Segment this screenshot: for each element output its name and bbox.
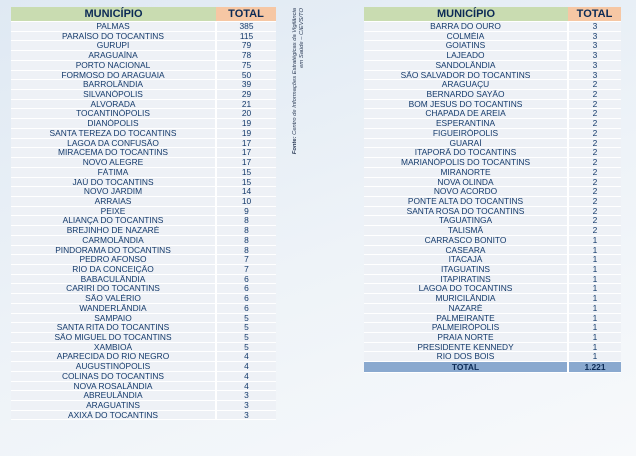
total-cell: 3 xyxy=(568,41,621,51)
municipio-cell: SÃO VALÉRIO xyxy=(11,294,216,304)
municipio-cell: BOM JESUS DO TOCANTINS xyxy=(364,99,568,109)
table-row xyxy=(364,323,621,333)
header-total: TOTAL xyxy=(216,7,276,22)
total-cell: 1 xyxy=(568,313,621,323)
total-cell: 2 xyxy=(568,80,621,90)
table-row xyxy=(364,99,621,109)
municipio-cell: NOVO JARDIM xyxy=(11,187,216,197)
municipio-cell: NOVA ROSALÂNDIA xyxy=(11,381,216,391)
total-cell: 4 xyxy=(216,371,276,381)
municipio-cell: JAÚ DO TOCANTINS xyxy=(11,177,216,187)
table-row xyxy=(11,119,276,129)
municipio-cell: BREJINHO DE NAZARÉ xyxy=(11,226,216,236)
municipio-cell: ALVORADA xyxy=(11,99,216,109)
municipio-cell: ITAGUATINS xyxy=(364,264,568,274)
table-row xyxy=(11,51,276,61)
total-label: TOTAL xyxy=(364,362,568,373)
table-row xyxy=(364,60,621,70)
municipio-cell: PALMAS xyxy=(11,22,216,32)
total-cell: 2 xyxy=(568,148,621,158)
municipio-cell: PRAIA NORTE xyxy=(364,333,568,343)
total-cell: 5 xyxy=(216,323,276,333)
table-row xyxy=(364,303,621,313)
municipio-cell: BERNARDO SAYÃO xyxy=(364,90,568,100)
total-cell: 8 xyxy=(216,245,276,255)
municipio-cell: RIO DOS BOIS xyxy=(364,352,568,362)
total-cell: 2 xyxy=(568,206,621,216)
total-cell: 1 xyxy=(568,323,621,333)
table-row xyxy=(364,128,621,138)
total-cell: 15 xyxy=(216,177,276,187)
table-body xyxy=(364,22,621,362)
municipio-cell: ITACAJÁ xyxy=(364,255,568,265)
municipio-cell: PEIXE xyxy=(11,206,216,216)
table-row xyxy=(11,70,276,80)
total-cell: 2 xyxy=(568,99,621,109)
municipio-cell: TOCANTINÓPOLIS xyxy=(11,109,216,119)
municipio-cell: PRESIDENTE KENNEDY xyxy=(364,342,568,352)
municipio-cell: SANDOLÂNDIA xyxy=(364,60,568,70)
municipio-cell: WANDERLÂNDIA xyxy=(11,303,216,313)
table-row xyxy=(11,381,276,391)
total-cell: 2 xyxy=(568,119,621,129)
table-row xyxy=(11,294,276,304)
table-row xyxy=(11,80,276,90)
table-header-row xyxy=(11,7,276,22)
municipio-cell: GOIATINS xyxy=(364,41,568,51)
total-cell: 6 xyxy=(216,284,276,294)
total-cell: 1 xyxy=(568,235,621,245)
municipio-cell: ITAPIRATINS xyxy=(364,274,568,284)
municipality-table-right xyxy=(364,7,621,373)
header-municipio: MUNICÍPIO xyxy=(364,7,568,22)
total-cell: 3 xyxy=(568,60,621,70)
table-row xyxy=(11,22,276,32)
table-row xyxy=(364,196,621,206)
total-cell: 6 xyxy=(216,274,276,284)
table-row xyxy=(364,148,621,158)
total-row xyxy=(364,362,621,373)
municipio-cell: PALMEIRANTE xyxy=(364,313,568,323)
municipio-cell: SANTA ROSA DO TOCANTINS xyxy=(364,206,568,216)
total-cell: 6 xyxy=(216,294,276,304)
table-row xyxy=(364,264,621,274)
table-row xyxy=(364,51,621,61)
total-cell: 4 xyxy=(216,381,276,391)
municipio-cell: TALISMÃ xyxy=(364,226,568,236)
total-cell: 10 xyxy=(216,196,276,206)
total-cell: 385 xyxy=(216,22,276,32)
total-cell: 1 xyxy=(568,245,621,255)
municipio-cell: ARRAIAS xyxy=(11,196,216,206)
table-row xyxy=(11,323,276,333)
municipio-cell: CARMOLÂNDIA xyxy=(11,235,216,245)
municipio-cell: NOVA OLINDA xyxy=(364,177,568,187)
total-cell: 1 xyxy=(568,342,621,352)
table-row xyxy=(11,313,276,323)
total-cell: 29 xyxy=(216,90,276,100)
municipio-cell: PONTE ALTA DO TOCANTINS xyxy=(364,196,568,206)
municipio-cell: ARAGUAÍNA xyxy=(11,51,216,61)
table-row xyxy=(11,167,276,177)
table-row xyxy=(364,177,621,187)
municipio-cell: COLINAS DO TOCANTINS xyxy=(11,371,216,381)
municipio-cell: COLMÉIA xyxy=(364,31,568,41)
total-cell: 1 xyxy=(568,294,621,304)
municipio-cell: BARROLÂNDIA xyxy=(11,80,216,90)
table-row xyxy=(11,371,276,381)
municipality-table-left xyxy=(11,7,276,420)
total-cell: 4 xyxy=(216,362,276,372)
total-cell: 14 xyxy=(216,187,276,197)
table-row xyxy=(364,284,621,294)
total-cell: 2 xyxy=(568,167,621,177)
table-row xyxy=(364,167,621,177)
table-row xyxy=(11,60,276,70)
total-cell: 8 xyxy=(216,235,276,245)
table-row xyxy=(11,303,276,313)
municipio-cell: LAGOA DA CONFUSÃO xyxy=(11,138,216,148)
municipio-cell: PEDRO AFONSO xyxy=(11,255,216,265)
total-cell: 75 xyxy=(216,60,276,70)
municipio-cell: CARRASCO BONITO xyxy=(364,235,568,245)
table-row xyxy=(11,235,276,245)
total-cell: 8 xyxy=(216,226,276,236)
table-header-row xyxy=(364,7,621,22)
table-row xyxy=(364,158,621,168)
table-row xyxy=(11,401,276,411)
total-cell: 2 xyxy=(568,158,621,168)
total-cell: 1 xyxy=(568,274,621,284)
municipio-cell: MIRANORTE xyxy=(364,167,568,177)
total-cell: 7 xyxy=(216,264,276,274)
municipio-cell: AUGUSTINÓPOLIS xyxy=(11,362,216,372)
municipio-cell: MURICILÂNDIA xyxy=(364,294,568,304)
table-row xyxy=(11,255,276,265)
source-description: Centro de Informações Estratégicas da Vigilância em Saúde – CIEVS/TO xyxy=(292,8,305,135)
total-cell: 7 xyxy=(216,255,276,265)
municipio-cell: ITAPORÃ DO TOCANTINS xyxy=(364,148,568,158)
total-cell: 17 xyxy=(216,138,276,148)
total-cell: 15 xyxy=(216,167,276,177)
table-row xyxy=(364,187,621,197)
header-total: TOTAL xyxy=(568,7,621,22)
source-text xyxy=(292,8,305,158)
table-row xyxy=(364,109,621,119)
total-cell: 3 xyxy=(216,410,276,420)
total-cell: 5 xyxy=(216,342,276,352)
total-cell: 2 xyxy=(568,128,621,138)
municipio-cell: SILVANÓPOLIS xyxy=(11,90,216,100)
table-row xyxy=(11,90,276,100)
header-municipio: MUNICÍPIO xyxy=(11,7,216,22)
municipio-cell: LAJEADO xyxy=(364,51,568,61)
total-cell: 17 xyxy=(216,158,276,168)
total-value: 1.221 xyxy=(568,362,621,373)
table-body xyxy=(11,22,276,420)
total-cell: 115 xyxy=(216,31,276,41)
total-cell: 39 xyxy=(216,80,276,90)
table-row xyxy=(11,109,276,119)
table-row xyxy=(11,391,276,401)
table-row xyxy=(364,206,621,216)
total-cell: 1 xyxy=(568,303,621,313)
table-row xyxy=(364,80,621,90)
municipio-cell: CASEARA xyxy=(364,245,568,255)
total-cell: 6 xyxy=(216,303,276,313)
total-cell: 50 xyxy=(216,70,276,80)
table-row xyxy=(11,216,276,226)
total-cell: 3 xyxy=(568,51,621,61)
total-cell: 3 xyxy=(568,22,621,32)
municipio-cell: LAGOA DO TOCANTINS xyxy=(364,284,568,294)
total-cell: 2 xyxy=(568,187,621,197)
total-cell: 1 xyxy=(568,284,621,294)
municipio-cell: PINDORAMA DO TOCANTINS xyxy=(11,245,216,255)
total-cell: 19 xyxy=(216,128,276,138)
source-label: Fonte: xyxy=(292,136,298,155)
table-row xyxy=(11,177,276,187)
municipio-cell: FÁTIMA xyxy=(11,167,216,177)
municipio-cell: ALIANÇA DO TOCANTINS xyxy=(11,216,216,226)
table-row xyxy=(11,41,276,51)
total-cell: 78 xyxy=(216,51,276,61)
total-cell: 3 xyxy=(216,401,276,411)
table-row xyxy=(364,138,621,148)
municipio-cell: DIANÓPOLIS xyxy=(11,119,216,129)
table-row xyxy=(11,245,276,255)
table-row xyxy=(364,245,621,255)
total-cell: 5 xyxy=(216,313,276,323)
municipio-cell: PALMEIRÓPOLIS xyxy=(364,323,568,333)
table-row xyxy=(11,31,276,41)
municipio-cell: SÃO SALVADOR DO TOCANTINS xyxy=(364,70,568,80)
table-row xyxy=(364,31,621,41)
municipio-cell: SANTA TEREZA DO TOCANTINS xyxy=(11,128,216,138)
table-row xyxy=(11,99,276,109)
total-cell: 3 xyxy=(216,391,276,401)
municipio-cell: MARIANÓPOLIS DO TOCANTINS xyxy=(364,158,568,168)
municipio-cell: ARAGUATINS xyxy=(11,401,216,411)
total-cell: 2 xyxy=(568,226,621,236)
total-cell: 2 xyxy=(568,90,621,100)
total-cell: 79 xyxy=(216,41,276,51)
total-cell: 8 xyxy=(216,216,276,226)
table-row xyxy=(11,128,276,138)
table-row xyxy=(11,187,276,197)
municipio-cell: SANTA RITA DO TOCANTINS xyxy=(11,323,216,333)
table-row xyxy=(364,216,621,226)
table-row xyxy=(11,196,276,206)
municipio-cell: CHAPADA DE AREIA xyxy=(364,109,568,119)
total-cell: 5 xyxy=(216,333,276,343)
table-row xyxy=(364,342,621,352)
total-cell: 2 xyxy=(568,138,621,148)
table-row xyxy=(11,333,276,343)
municipio-cell: ABREULÂNDIA xyxy=(11,391,216,401)
municipio-cell: ESPERANTINA xyxy=(364,119,568,129)
table-row xyxy=(11,410,276,420)
total-cell: 21 xyxy=(216,99,276,109)
municipio-cell: BABACULÂNDIA xyxy=(11,274,216,284)
total-cell: 17 xyxy=(216,148,276,158)
total-cell: 1 xyxy=(568,264,621,274)
municipio-cell: SÃO MIGUEL DO TOCANTINS xyxy=(11,333,216,343)
total-cell: 2 xyxy=(568,109,621,119)
municipio-cell: SAMPAIO xyxy=(11,313,216,323)
table-row xyxy=(11,352,276,362)
table-row xyxy=(364,274,621,284)
municipio-cell: GURUPI xyxy=(11,41,216,51)
municipio-cell: FORMOSO DO ARAGUAIA xyxy=(11,70,216,80)
table-row xyxy=(364,22,621,32)
table-row xyxy=(11,264,276,274)
table-row xyxy=(364,70,621,80)
total-cell: 3 xyxy=(568,31,621,41)
table-row xyxy=(11,138,276,148)
table-row xyxy=(11,284,276,294)
table-row xyxy=(364,226,621,236)
table-row xyxy=(11,148,276,158)
municipio-cell: NAZARÉ xyxy=(364,303,568,313)
table-row xyxy=(11,274,276,284)
table-row xyxy=(11,226,276,236)
municipio-cell: XAMBIOÁ xyxy=(11,342,216,352)
municipio-cell: BARRA DO OURO xyxy=(364,22,568,32)
table-row xyxy=(364,294,621,304)
total-cell: 3 xyxy=(568,70,621,80)
table-row xyxy=(11,362,276,372)
municipio-cell: TAGUATINGA xyxy=(364,216,568,226)
total-cell: 9 xyxy=(216,206,276,216)
table-row xyxy=(11,206,276,216)
table-row xyxy=(11,158,276,168)
total-cell: 20 xyxy=(216,109,276,119)
source-note xyxy=(292,8,304,158)
table-row xyxy=(11,342,276,352)
municipio-cell: CARIRI DO TOCANTINS xyxy=(11,284,216,294)
municipio-cell: NOVO ACORDO xyxy=(364,187,568,197)
total-cell: 4 xyxy=(216,352,276,362)
table-row xyxy=(364,119,621,129)
total-cell: 1 xyxy=(568,352,621,362)
total-cell: 2 xyxy=(568,216,621,226)
table-row xyxy=(364,333,621,343)
table-row xyxy=(364,313,621,323)
total-cell: 1 xyxy=(568,333,621,343)
municipio-cell: MIRACEMA DO TOCANTINS xyxy=(11,148,216,158)
municipio-cell: ARAGUAÇU xyxy=(364,80,568,90)
municipio-cell: AXIXÁ DO TOCANTINS xyxy=(11,410,216,420)
total-cell: 2 xyxy=(568,196,621,206)
municipio-cell: PARAÍSO DO TOCANTINS xyxy=(11,31,216,41)
municipio-cell: APARECIDA DO RIO NEGRO xyxy=(11,352,216,362)
municipio-cell: RIO DA CONCEIÇÃO xyxy=(11,264,216,274)
table-row xyxy=(364,255,621,265)
municipio-cell: PORTO NACIONAL xyxy=(11,60,216,70)
table-row xyxy=(364,235,621,245)
total-cell: 19 xyxy=(216,119,276,129)
table-row xyxy=(364,352,621,362)
total-cell: 1 xyxy=(568,255,621,265)
table-row xyxy=(364,41,621,51)
municipio-cell: NOVO ALEGRE xyxy=(11,158,216,168)
municipio-cell: FIGUEIRÓPOLIS xyxy=(364,128,568,138)
total-cell: 2 xyxy=(568,177,621,187)
table-row xyxy=(364,90,621,100)
municipio-cell: GUARAÍ xyxy=(364,138,568,148)
